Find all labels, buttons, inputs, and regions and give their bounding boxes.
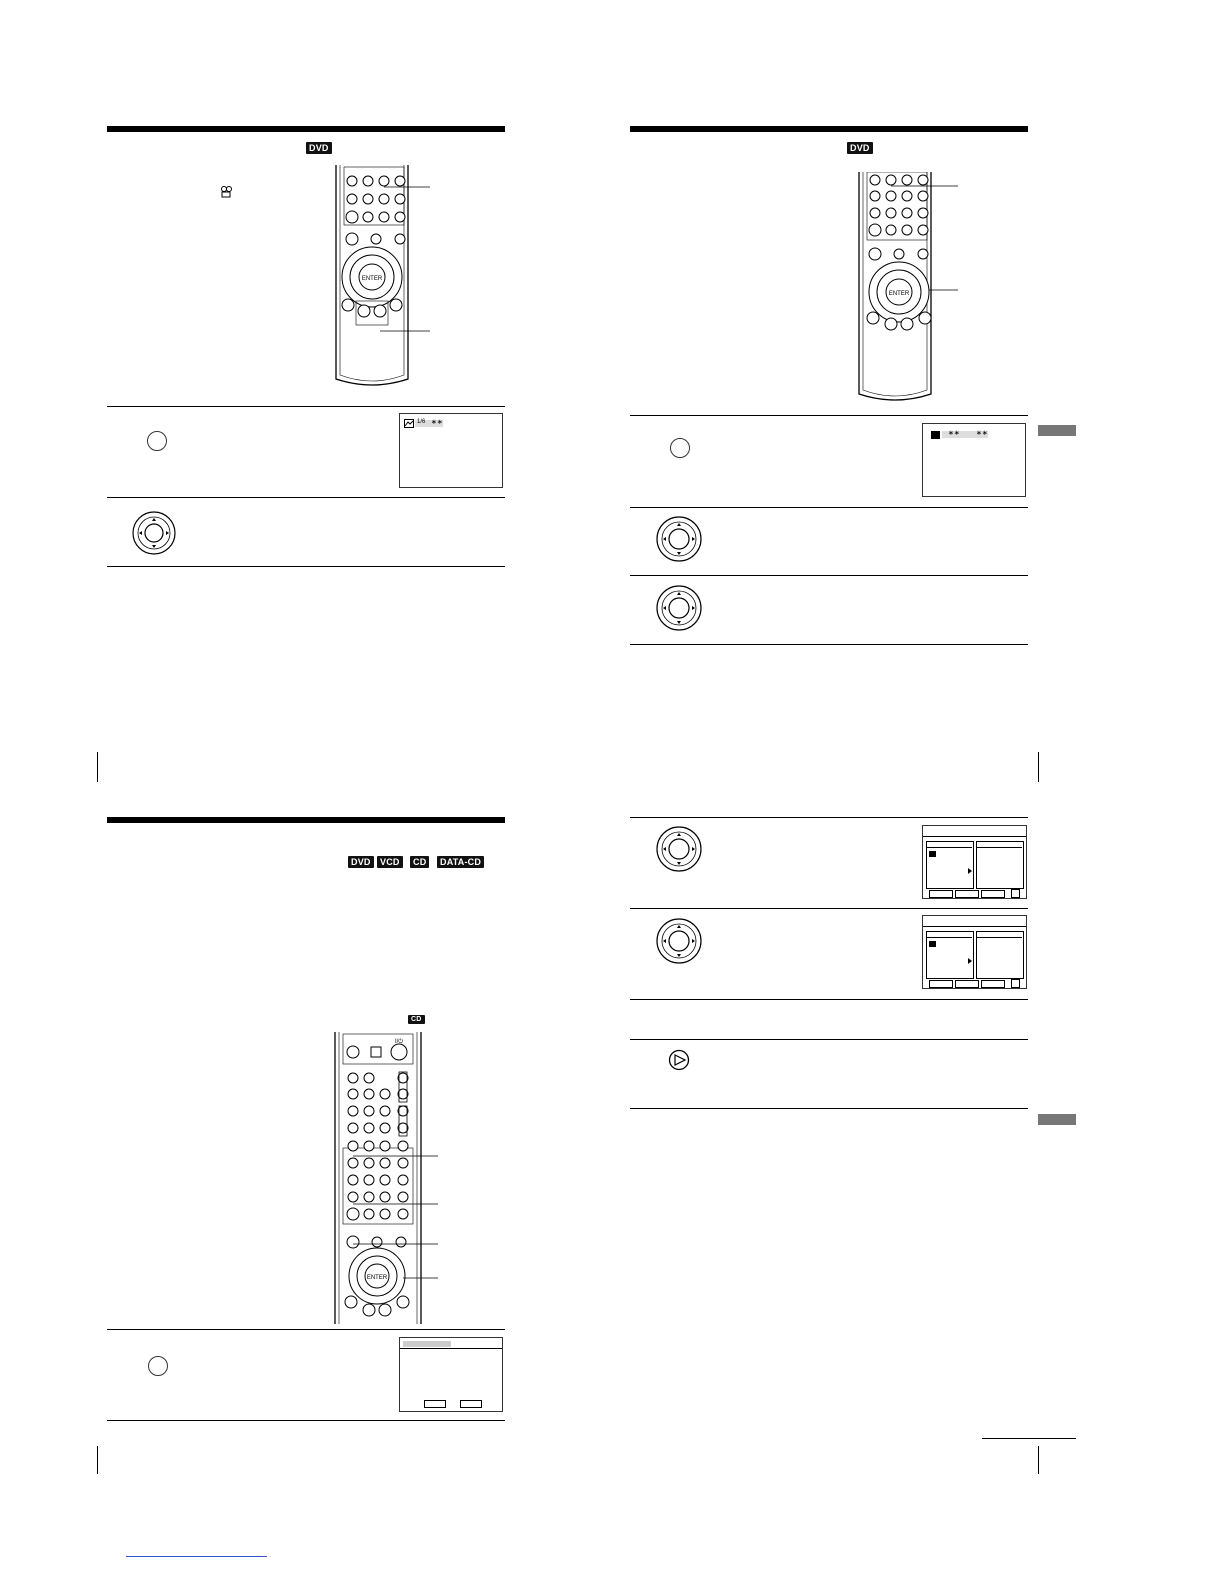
enter-label-tr: ENTER — [888, 291, 910, 297]
camera-angle-icon — [220, 186, 234, 198]
divider-br-4 — [630, 1108, 1028, 1109]
osd-program-title-bar — [403, 1341, 451, 1347]
osd-panel-line-r — [977, 847, 1022, 848]
divider-br-2 — [630, 999, 1028, 1000]
osd-panel-line-l — [927, 847, 972, 848]
remote-control-tl — [330, 165, 445, 395]
osd-footer-btn-4 — [1011, 889, 1020, 898]
divider-tl-2 — [107, 497, 505, 498]
camera-angle-icon — [404, 419, 414, 428]
enter-joystick-icon — [131, 510, 177, 556]
osd-program-line — [400, 1348, 502, 1349]
osd-footer-btn-2 — [955, 980, 979, 988]
osd-footer-btn-4 — [1011, 979, 1020, 988]
osd-footer-btn-2 — [955, 890, 979, 898]
osd-cursor — [929, 851, 936, 857]
divider-br-3 — [630, 1039, 1028, 1040]
osd-arrow-right — [968, 958, 972, 964]
header-bar-tr — [630, 126, 1028, 132]
enter-label-full: ENTER — [366, 1275, 388, 1281]
section-tab-top — [1038, 425, 1076, 436]
badge-datacd-bl: DATA-CD — [437, 856, 484, 868]
osd-screen-program-select-2 — [922, 915, 1027, 989]
osd-cursor — [929, 941, 936, 947]
osd-footer-btn-3 — [981, 890, 1005, 898]
divider-tr-1 — [630, 415, 1028, 416]
crop-mark-mr — [1038, 752, 1039, 782]
header-bar-tl — [107, 126, 505, 132]
osd-right-panel — [976, 841, 1024, 889]
osd-screen-program-select-1 — [922, 825, 1027, 899]
crop-mark-br — [1038, 1446, 1039, 1474]
remote-control-tr — [853, 172, 968, 410]
remote-control-full — [333, 1028, 443, 1324]
osd-right-panel — [976, 931, 1024, 979]
divider-tr-3 — [630, 575, 1028, 576]
round-button-tr — [670, 438, 690, 458]
divider-br-1 — [630, 908, 1028, 909]
badge-dvd-bl: DVD — [348, 856, 374, 868]
osd-panel-line-l — [927, 937, 972, 938]
enter-joystick-icon — [655, 515, 703, 563]
divider-tr-2 — [630, 507, 1028, 508]
subtitle-icon — [931, 431, 940, 439]
osd-subtitle-left: ∗∗ — [948, 430, 960, 437]
osd-left-panel — [926, 931, 974, 979]
osd-footer-btn-1 — [929, 980, 953, 988]
badge-cd-small: CD — [408, 1015, 425, 1024]
osd-left-panel — [926, 841, 974, 889]
osd-angle-stars: ∗∗ — [431, 419, 443, 426]
header-bar-bl — [107, 817, 505, 823]
footer-rule-right — [982, 1438, 1076, 1439]
osd-program-button-1 — [424, 1400, 446, 1408]
play-icon — [668, 1049, 690, 1071]
osd-angle-value: 1/6 — [417, 419, 426, 425]
divider-bl-2 — [107, 1420, 505, 1421]
crop-mark-bl — [97, 1446, 98, 1474]
section-tab-bottom — [1038, 1114, 1076, 1125]
osd-footer-btn-1 — [929, 890, 953, 898]
osd-program-button-2 — [460, 1400, 482, 1408]
enter-joystick-icon — [655, 825, 703, 873]
enter-joystick-icon — [655, 584, 703, 632]
osd-arrow-right — [968, 868, 972, 874]
round-button-tl — [147, 431, 167, 451]
badge-vcd-bl: VCD — [377, 856, 403, 868]
round-button-bl — [148, 1356, 168, 1376]
divider-tr-4 — [630, 644, 1028, 645]
power-label: I/⏻ — [394, 1039, 404, 1045]
enter-label-tl: ENTER — [361, 276, 383, 282]
osd-screen-subtitle — [922, 423, 1026, 497]
osd-header-line — [923, 836, 1026, 837]
enter-joystick-icon — [655, 917, 703, 965]
link-underline[interactable] — [126, 1556, 267, 1557]
crop-mark-ml — [97, 752, 98, 782]
badge-dvd-tr: DVD — [847, 142, 873, 154]
divider-tl-3 — [107, 566, 505, 567]
badge-dvd-tl: DVD — [306, 142, 332, 154]
osd-header-line — [923, 926, 1026, 927]
osd-footer-btn-3 — [981, 980, 1005, 988]
badge-cd-bl: CD — [410, 856, 429, 868]
osd-screen-angle — [399, 413, 503, 488]
divider-bl-1 — [107, 1329, 505, 1330]
divider-tl-1 — [107, 406, 505, 407]
divider-br-0 — [630, 817, 1028, 818]
osd-panel-line-r — [977, 937, 1022, 938]
osd-screen-program — [399, 1337, 503, 1412]
osd-subtitle-right: ∗∗ — [976, 430, 988, 437]
